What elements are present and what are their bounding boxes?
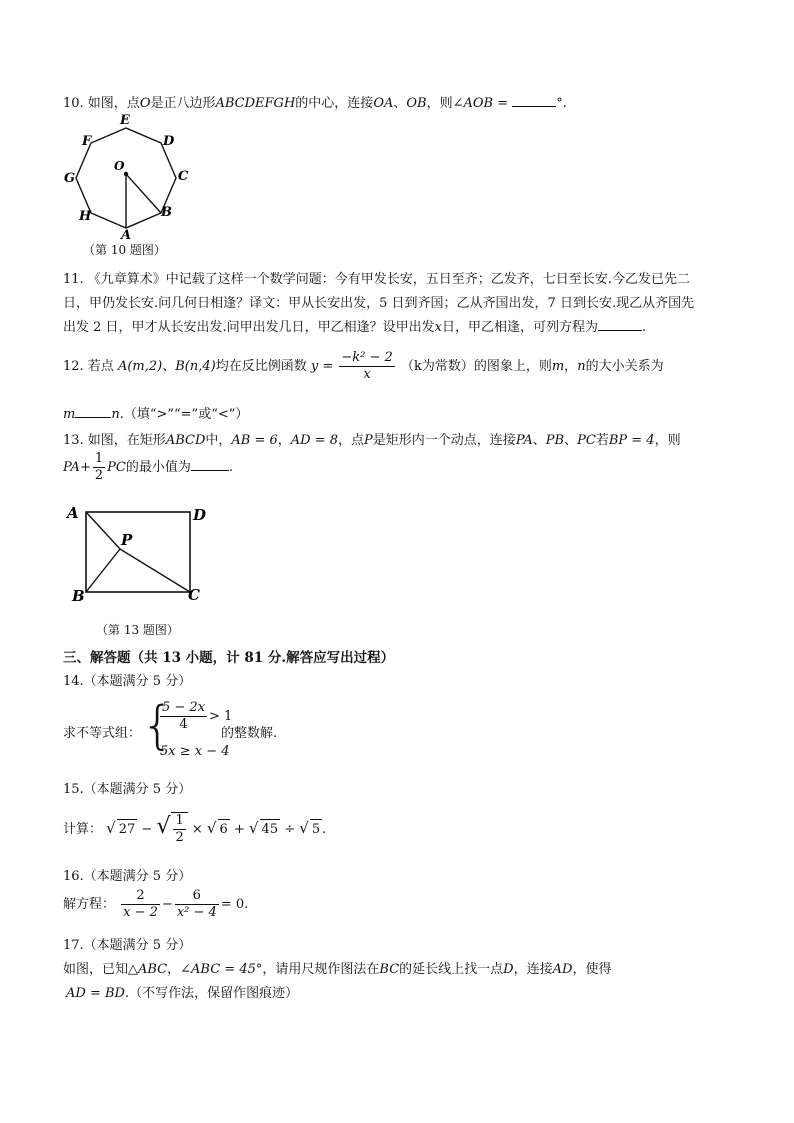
q10-text-d: ，则∠ <box>426 96 464 111</box>
q13-p: P <box>364 433 373 448</box>
q17-bc: BC <box>379 962 400 977</box>
q13-half-denominator: 2 <box>94 468 104 483</box>
q15-half-fraction <box>173 813 185 846</box>
rectangle-abcd <box>86 512 190 592</box>
q15-expression <box>63 812 326 846</box>
q17-ad: AD <box>552 962 573 977</box>
q12-m-2: m <box>63 407 76 422</box>
q11-line-2: 日，甲仍发长安.问几何日相逢？译文：甲从长安出发，5 日到齐国；乙从齐国出发，7 日到长安.现乙从齐国先 <box>63 296 695 311</box>
q17-heading: 17.（本题满分 5 分） <box>63 938 192 953</box>
q15-heading: 15.（本题满分 5 分） <box>63 782 192 797</box>
q16-minus: − <box>161 897 173 912</box>
q14-suffix: 的整数解. <box>221 726 278 741</box>
q13-text-c: ， <box>277 433 291 448</box>
figure-13-caption: （第 13 题图） <box>96 623 179 637</box>
q12-n-2: n <box>111 407 120 422</box>
q13-text-f: 若 <box>595 433 609 448</box>
q15-radicand-45: 45 <box>260 819 281 840</box>
q17-text-d: 的延长线上找一点 <box>399 962 504 977</box>
q12-line-1 <box>63 350 664 383</box>
q15-radicand-27: 27 <box>117 819 138 840</box>
question-10-text <box>63 92 567 111</box>
q12-y: y = <box>310 359 338 374</box>
q12-line-2 <box>63 403 248 422</box>
segment-pa <box>86 512 120 549</box>
label-d: D <box>163 134 175 149</box>
q15-radical-1: √ <box>106 819 116 837</box>
q13-rect-name: ABCD <box>165 433 206 448</box>
q16-equals: = 0. <box>220 897 249 912</box>
segment-pb <box>86 549 120 592</box>
rect-label-p: P <box>121 531 133 549</box>
q12-text-d: 的大小关系为 <box>585 359 664 374</box>
q14-numerator: 5 − 2x <box>162 700 206 715</box>
q13-text-e: 是矩形内一个动点，连接 <box>372 433 516 448</box>
label-b: B <box>161 205 172 220</box>
q10-text-c: 的中心，连接 <box>295 96 374 111</box>
q17-text-b: ，∠ <box>167 962 192 977</box>
q17-text-e: ，连接 <box>513 962 553 977</box>
center-point-o <box>124 172 128 176</box>
q13-sep-2: 、 <box>564 433 578 448</box>
q15-radical-2: √ <box>156 814 171 839</box>
label-h: H <box>79 209 92 224</box>
q10-answer-blank[interactable] <box>512 94 556 107</box>
q12-m: m <box>551 359 565 374</box>
rect-label-c: C <box>188 586 200 604</box>
q12-text-c: （k为常数）的图象上，则 <box>400 359 552 374</box>
q13-text-d: ，点 <box>338 433 365 448</box>
rectangle-figure <box>64 502 214 606</box>
q16-equation <box>63 888 248 921</box>
q13-bp: BP = 4 <box>608 433 655 448</box>
label-f: F <box>82 134 92 149</box>
q13-pa-2: PA+ <box>63 460 91 475</box>
q10-text-a: 10. 如图，点 <box>63 96 140 111</box>
q12-comma: ， <box>564 359 578 374</box>
rect-label-a: A <box>67 504 79 522</box>
q10-ob: OB <box>406 96 427 111</box>
q11-line-3a: 出发 2 日，甲才从长安出发.问甲出发几日，甲乙相逢？设甲出发 <box>63 320 435 335</box>
q16-prefix: 解方程： <box>63 897 116 912</box>
q10-oa: OA <box>373 96 394 111</box>
q10-degree: °. <box>556 96 567 111</box>
q10-eq: = <box>493 96 513 111</box>
q14-brace: { <box>141 696 175 756</box>
q15-divide: ÷ <box>284 822 296 837</box>
q13-ab: AB = 6 <box>231 433 278 448</box>
q12-point-a: A <box>117 359 128 374</box>
label-o: O <box>114 159 125 173</box>
q10-point-o: O <box>139 96 151 111</box>
q15-half-denominator: 2 <box>175 830 184 845</box>
q13-text-b: 中， <box>205 433 232 448</box>
q17-equation: AD = BD <box>66 986 125 1001</box>
q11-end: . <box>642 320 647 335</box>
q13-half-numerator: 1 <box>94 451 104 466</box>
q17-text-a: 如图，已知△ <box>63 962 138 977</box>
q14-ineq-2: 5x ≥ x − 4 <box>160 744 230 759</box>
q12-n: n <box>577 359 586 374</box>
q12-denominator: x <box>363 367 371 382</box>
q13-text-a: 13. 如图，在矩形 <box>63 433 166 448</box>
q12-function-fraction <box>339 350 394 383</box>
q14-denominator: 4 <box>179 717 188 732</box>
q17-line-2 <box>66 982 298 1001</box>
q14-heading: 14.（本题满分 5 分） <box>63 674 192 689</box>
q17-d: D <box>503 962 514 977</box>
q17-text-c: ，请用尺规作图法在 <box>262 962 380 977</box>
rect-label-b: B <box>72 587 85 605</box>
q12-text-e: .（填“>”“=”或“<”） <box>119 407 249 422</box>
figure-10-caption: （第 10 题图） <box>83 243 166 257</box>
q15-half-numerator: 1 <box>175 813 184 828</box>
q13-pb: PB <box>545 433 565 448</box>
q17-text-2: .（不写作法，保留作图痕迹） <box>124 986 299 1001</box>
segment-pc <box>120 549 190 592</box>
q13-text-g: ，则 <box>654 433 681 448</box>
q16-numerator-1: 2 <box>121 888 160 905</box>
q13-pc-2: PC <box>107 460 126 475</box>
q11-answer-blank[interactable] <box>598 318 642 331</box>
q13-text-h: 的最小值为 <box>125 460 191 475</box>
q13-pc: PC <box>577 433 596 448</box>
q16-heading: 16.（本题满分 5 分） <box>63 869 192 884</box>
octagon-figure <box>60 112 190 240</box>
label-e: E <box>120 113 130 128</box>
q15-radicand-half <box>171 812 187 846</box>
q17-text-f: ，使得 <box>572 962 612 977</box>
q16-fraction-2 <box>175 888 219 921</box>
q13-pa: PA <box>515 433 533 448</box>
q13-line-2 <box>63 451 233 484</box>
label-g: G <box>64 171 76 186</box>
q15-radical-5: √ <box>299 819 309 837</box>
q10-angle: AOB <box>463 96 494 111</box>
q15-times: × <box>191 822 203 837</box>
q12-text-a: 12. 若点 <box>63 359 114 374</box>
q11-x: x <box>434 320 443 335</box>
q10-shape-name: ABCDEFGH <box>215 96 296 111</box>
q12-text-b: 均在反比例函数 <box>215 359 307 374</box>
q17-triangle: ABC <box>138 962 168 977</box>
q12-answer-blank[interactable] <box>75 405 111 418</box>
q15-end: . <box>322 822 327 837</box>
q15-radicand-5: 5 <box>310 819 322 840</box>
q16-fraction-1 <box>121 888 160 921</box>
segment-ob <box>126 174 161 213</box>
q11-line-1: 11. 《九章算术》中记载了这样一个数学问题：今有甲发长安，五日至齐；乙发齐，七日至长安.今乙发已先二 <box>63 272 690 287</box>
q13-half-fraction <box>93 451 105 484</box>
q13-ad: AD = 8 <box>290 433 339 448</box>
q10-text-b: 是正八边形 <box>150 96 216 111</box>
q12-sep: 、 <box>162 359 176 374</box>
rect-label-d: D <box>193 506 207 524</box>
q13-sep-1: 、 <box>532 433 546 448</box>
q14-prefix: 求不等式组： <box>63 726 142 741</box>
q10-sep: 、 <box>393 96 407 111</box>
q14-gt: > 1 <box>209 709 233 724</box>
q11-line-3b: 日，甲乙相逢，可列方程为 <box>442 320 599 335</box>
q12-numerator: −k² − 2 <box>341 350 393 365</box>
q13-line-1 <box>63 429 681 448</box>
q13-end: . <box>228 460 233 475</box>
section-3-heading: 三、解答题（共 13 小题，计 81 分.解答应写出过程） <box>63 650 395 666</box>
q16-numerator-2: 6 <box>175 888 219 905</box>
q15-prefix: 计算： <box>63 822 103 837</box>
label-a: A <box>121 228 132 240</box>
q12-point-b-coords: (n,4) <box>184 359 216 374</box>
q12-point-b: B <box>175 359 185 374</box>
q17-line-1 <box>63 958 611 977</box>
q16-denominator-2: x² − 4 <box>176 905 217 920</box>
q15-minus: − <box>141 822 153 837</box>
q15-radical-3: √ <box>206 819 217 837</box>
q12-point-a-coords: (m,2) <box>127 359 163 374</box>
q11-line-3 <box>63 316 646 335</box>
q14-fraction <box>160 700 207 733</box>
q15-radical-4: √ <box>248 819 259 837</box>
q16-denominator-1: x − 2 <box>123 905 158 920</box>
q17-angle: ABC = 45° <box>191 962 263 977</box>
q15-radicand-6: 6 <box>218 819 230 840</box>
q15-plus: + <box>233 822 245 837</box>
label-c: C <box>178 169 189 184</box>
q13-answer-blank[interactable] <box>191 458 229 471</box>
